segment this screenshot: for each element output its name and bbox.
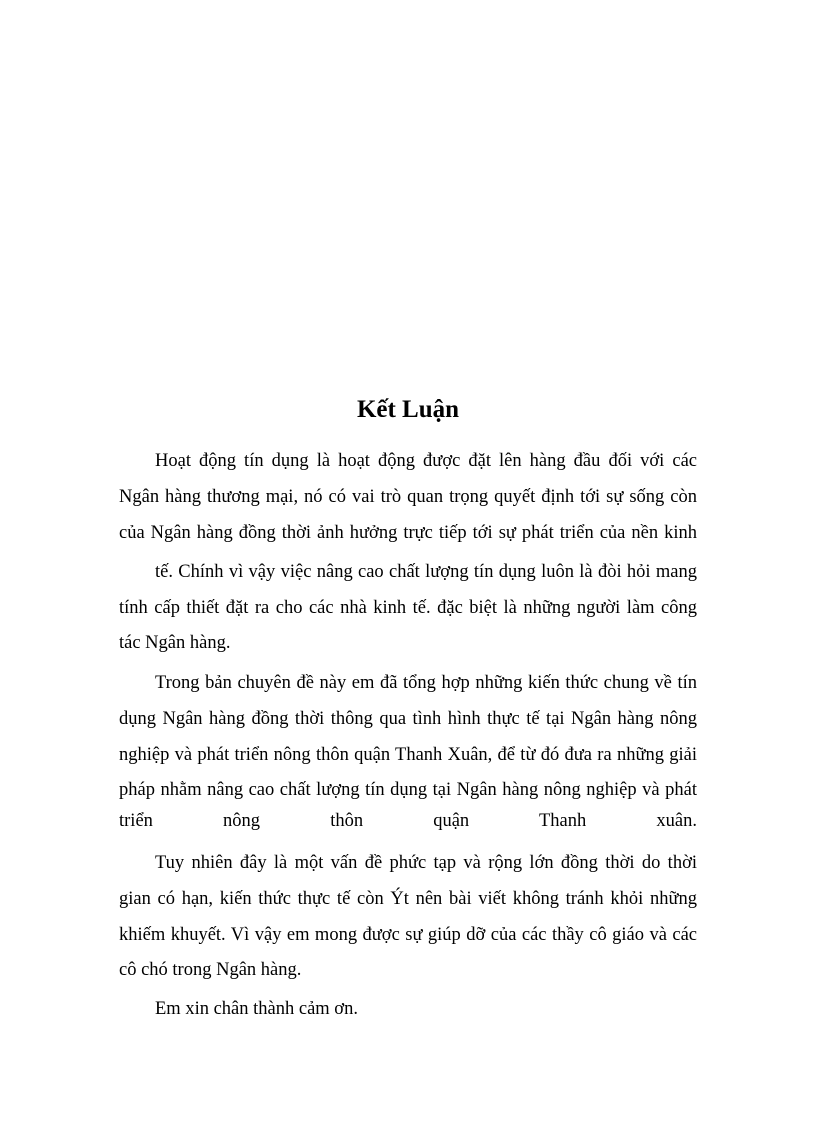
paragraph-line: tế. Chính vì vậy việc nâng cao chất lượng tín dụng luôn là đòi hỏi mang <box>155 562 697 582</box>
paragraph-line: gian có hạn, kiến thức thực tế còn Ýt nên bài viết không tránh khỏi những <box>119 889 697 909</box>
paragraph-line: khiếm khuyết. Vì vậy em mong được sự giúp dỡ của các thầy cô giáo và các <box>119 925 697 945</box>
paragraph-line: Tuy nhiên đây là một vấn đề phức tạp và rộng lớn đồng thời do thời <box>155 853 697 873</box>
paragraph-line: cô chó trong Ngân hàng. <box>119 960 302 980</box>
paragraph-line: Hoạt động tín dụng là hoạt động được đặt lên hàng đầu đối với các <box>155 451 697 471</box>
paragraph-line: tác Ngân hàng. <box>119 633 231 653</box>
page-title: Kết Luận <box>356 396 460 423</box>
paragraph-line: pháp nhằm nâng cao chất lượng tín dụng tại Ngân hàng nông nghiệp và phát <box>119 780 697 800</box>
paragraph-line: triển nông thôn quận Thanh xuân. <box>119 811 697 831</box>
paragraph-line: nghiệp và phát triển nông thôn quận Thanh Xuân, để từ đó đưa ra những giải <box>119 745 697 765</box>
paragraph-line: Trong bản chuyên đề này em đã tổng hợp những kiến thức chung về tín <box>155 673 697 693</box>
paragraph-line: Em xin chân thành cảm ơn. <box>155 999 358 1019</box>
paragraph-line: Ngân hàng thương mại, nó có vai trò quan trọng quyết định tới sự sống còn <box>119 487 697 507</box>
paragraph-line: dụng Ngân hàng đồng thời thông qua tình hình thực tế tại Ngân hàng nông <box>119 709 697 729</box>
paragraph-line: tính cấp thiết đặt ra cho các nhà kinh tế. đặc biệt là những người làm công <box>119 598 697 618</box>
paragraph-line: của Ngân hàng đồng thời ảnh hưởng trực tiếp tới sự phát triển của nền kinh <box>119 523 697 543</box>
